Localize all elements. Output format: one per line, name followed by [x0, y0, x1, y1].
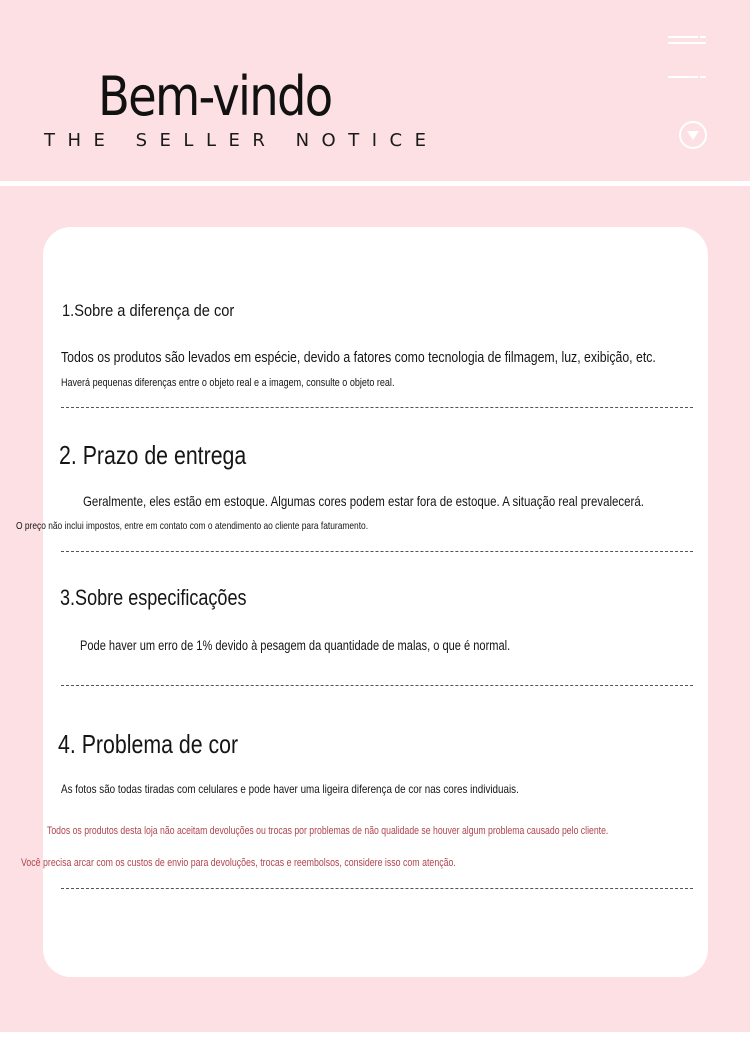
section-2-heading: 2. Prazo de entrega [59, 440, 247, 470]
divider [61, 551, 693, 552]
section-3-line-1: Pode haver um erro de 1% devido à pesagem da quantidade de malas, o que é normal. [80, 638, 511, 653]
divider [61, 407, 693, 408]
section-2-line-1: Geralmente, eles estão em estoque. Algumas cores podem estar fora de estoque. A situação real prevalecerá. [83, 493, 644, 509]
down-arrow-circle-icon[interactable] [678, 120, 708, 150]
section-1-line-2: Haverá pequenas diferenças entre o objeto real e a imagem, consulte o objeto real. [61, 377, 395, 389]
header-divider [0, 181, 750, 186]
page-subtitle: THE SELLER NOTICE [44, 130, 439, 151]
section-4-line-1: As fotos são todas tiradas com celulares e pode haver uma ligeira diferença de cor nas cores individuais. [61, 782, 519, 796]
section-1-heading: 1.Sobre a diferença de cor [62, 301, 235, 320]
page-title: Bem-vindo [98, 65, 332, 128]
section-4-warning-1: Todos os produtos desta loja não aceitam devoluções ou trocas por problemas de não qualidade se houver algum problema causado pelo cliente. [47, 825, 609, 837]
bottom-strip [0, 1032, 750, 1038]
divider [61, 685, 693, 686]
menu-icon[interactable] [668, 34, 708, 84]
section-3-heading: 3.Sobre especificações [60, 585, 247, 610]
section-4-heading: 4. Problema de cor [58, 729, 239, 759]
section-2-line-2: O preço não inclui impostos, entre em contato com o atendimento ao cliente para faturamento. [16, 520, 369, 532]
section-1-line-1: Todos os produtos são levados em espécie, devido a fatores como tecnologia de filmagem, luz, exibição, etc. [61, 349, 656, 366]
section-4-warning-2: Você precisa arcar com os custos de envio para devoluções, trocas e reembolsos, considere isso com atenção. [21, 857, 456, 869]
divider [61, 888, 693, 889]
